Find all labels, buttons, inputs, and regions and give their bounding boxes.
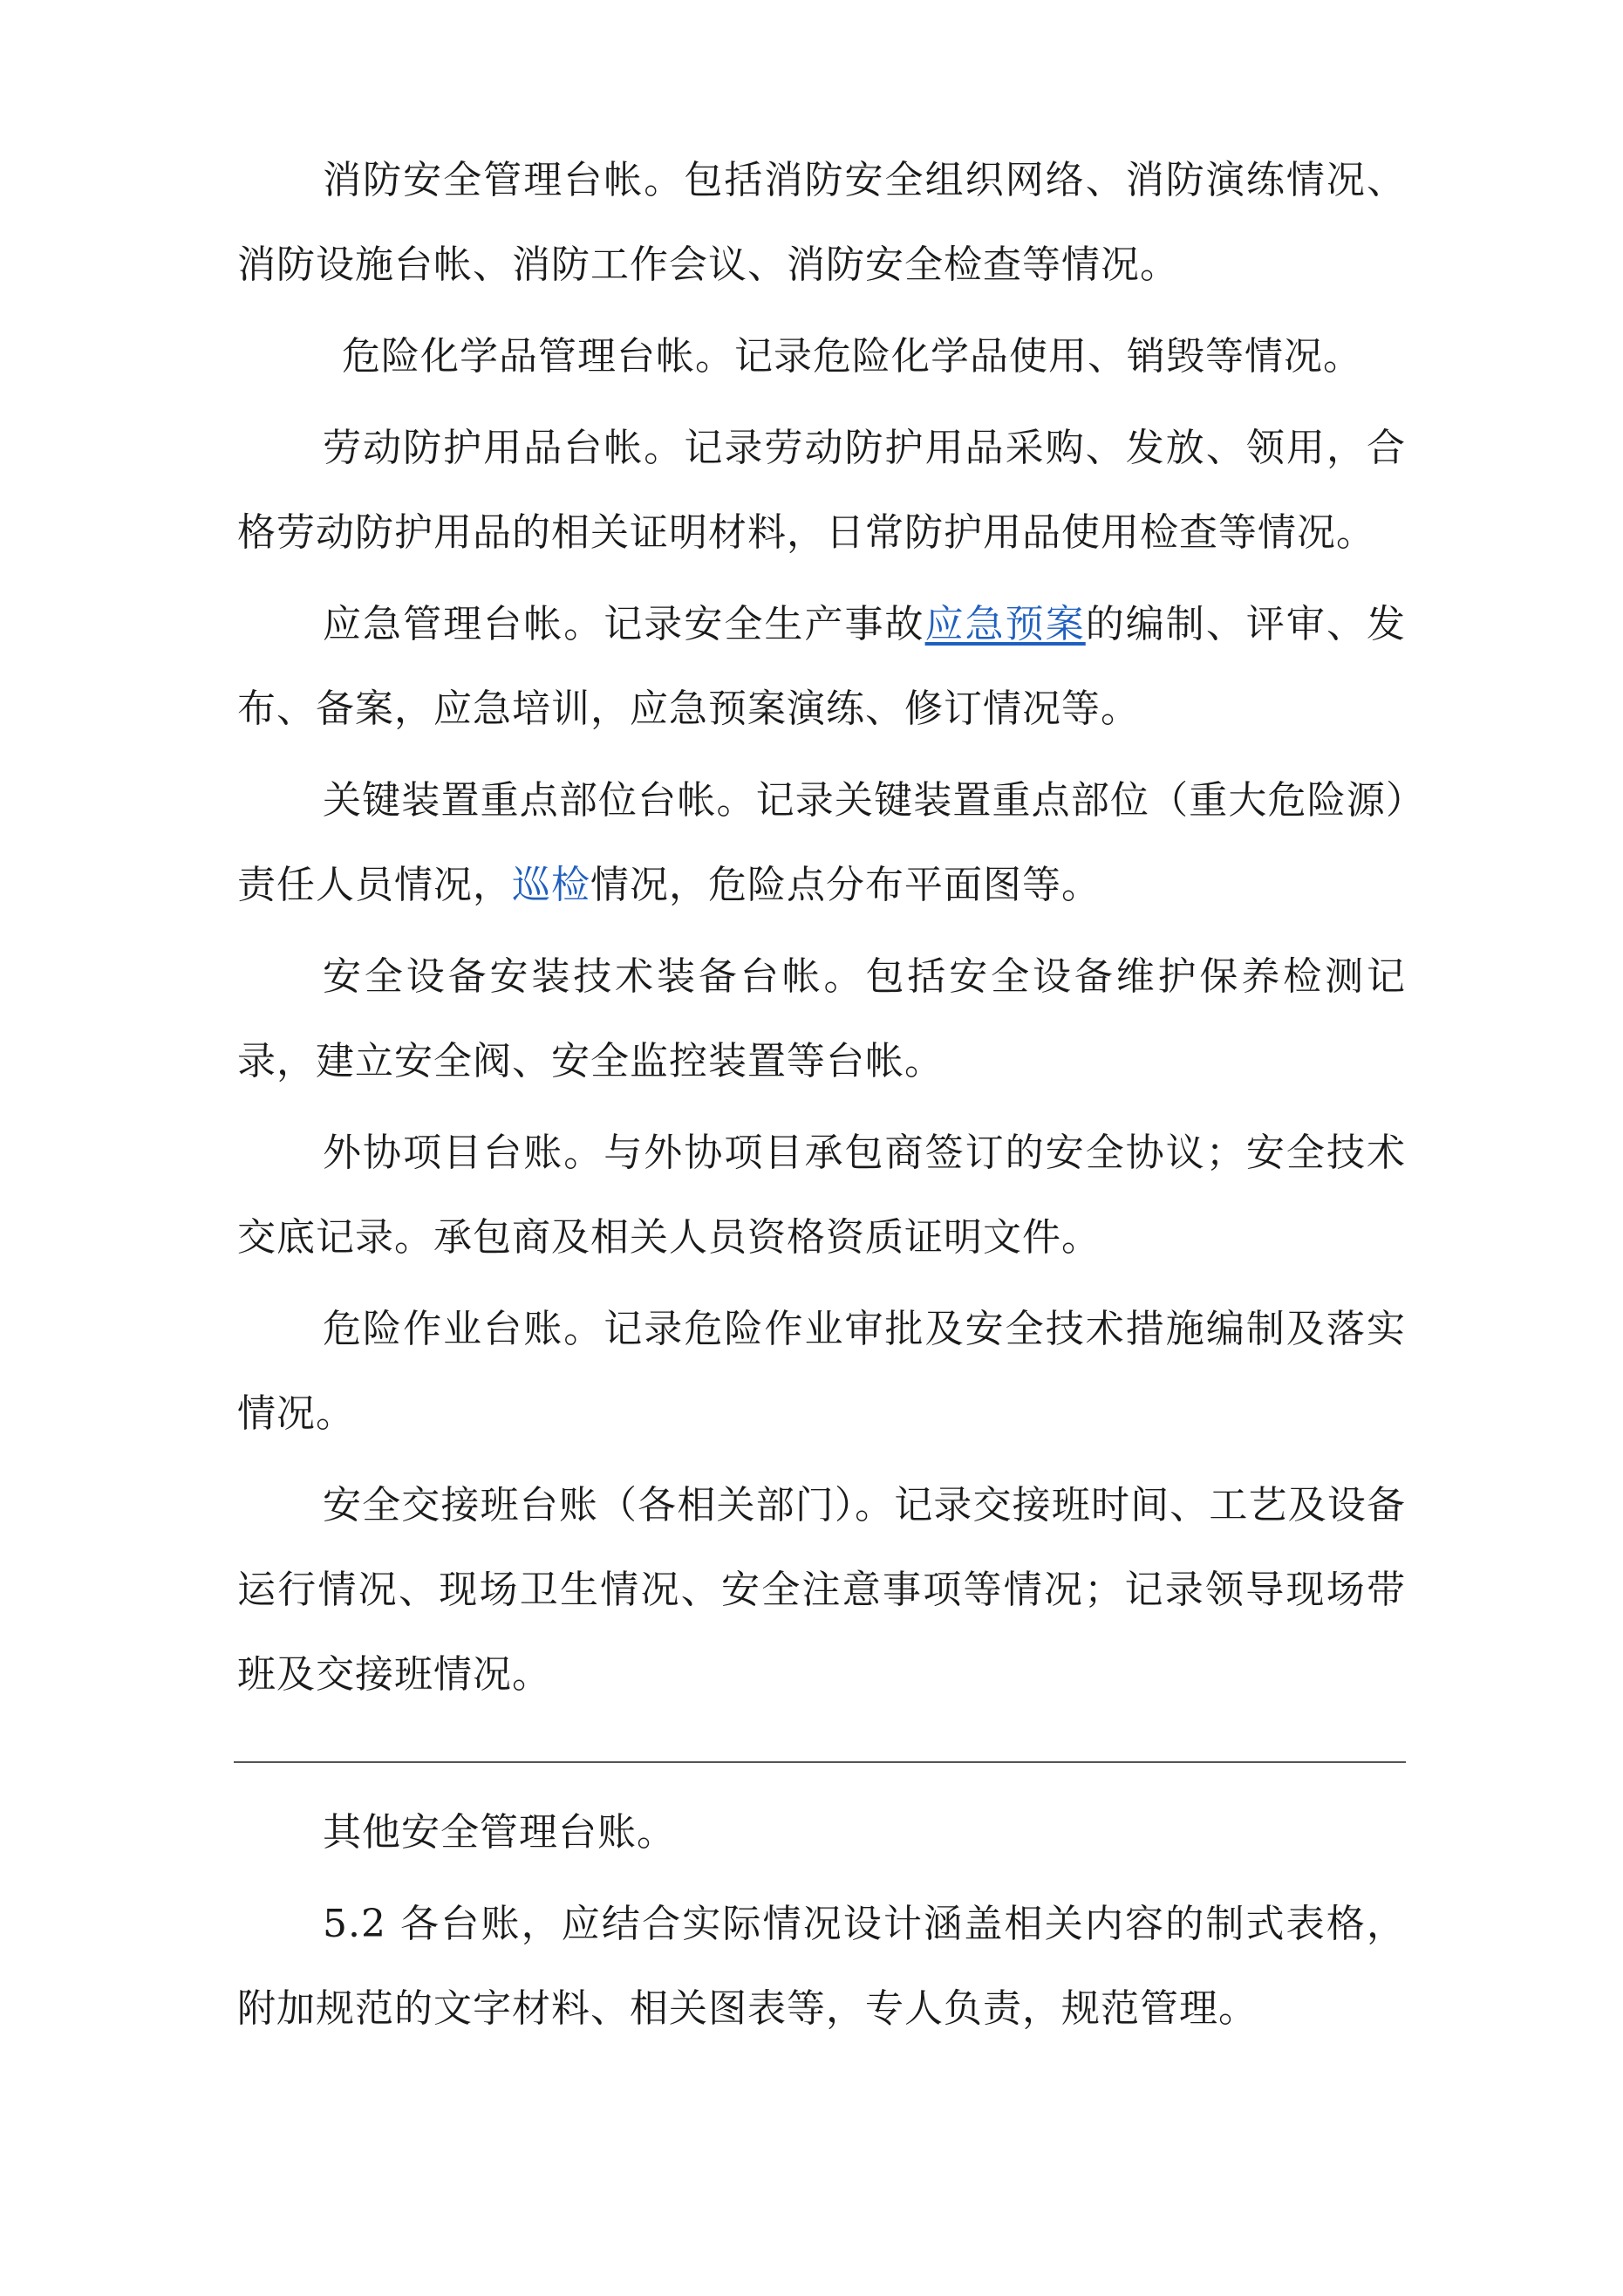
document-body-continued: [237, 1790, 1406, 2058]
inspection-link[interactable]: 巡检: [512, 863, 590, 907]
paragraph-text-segment: 应急管理台帐。记录安全生产事故: [323, 602, 925, 646]
paragraph-other-ledgers: 其他安全管理台账。: [323, 1810, 676, 1855]
paragraph-text-segment: 情况，危险点分布平面图等。: [590, 863, 1101, 907]
document-body: [237, 138, 1406, 1724]
paragraph-hazardous-work: 危险作业台账。记录危险作业审批及安全技术措施编制及落实情况。: [237, 1307, 1406, 1436]
paragraph-shift-handover: 安全交接班台账（各相关部门）。记录交接班时间、工艺及设备运行情况、现场卫生情况、安全注意事项等情况；记录领导现场带班及交接班情况。: [237, 1483, 1406, 1697]
paragraph-emergency-management: [237, 582, 1406, 751]
paragraph-text-segment: 的编制、评审、发布、备案，应急培训，应急预案演练、修订情况等。: [237, 602, 1407, 731]
paragraph-outsourced-projects: 外协项目台账。与外协项目承包商签订的安全协议；安全技术交底记录。承包商及相关人员资格资质证明文件。: [237, 1131, 1406, 1260]
paragraph-protective-equipment: 劳动防护用品台帐。记录劳动防护用品采购、发放、领用，合格劳动防护用品的相关证明材料，日常防护用品使用检查等情况。: [237, 426, 1406, 555]
paragraph-safety-equipment: 安全设备安装技术装备台帐。包括安全设备维护保养检测记录，建立安全阀、安全监控装置等台帐。: [237, 954, 1406, 1083]
paragraph-hazardous-chemicals: 危险化学品管理台帐。记录危险化学品使用、销毁等情况。: [342, 334, 1362, 379]
paragraph-section-5-2: 5.2 各台账，应结合实际情况设计涵盖相关内容的制式表格，附加规范的文字材料、相关图表等，专人负责，规范管理。: [237, 1902, 1406, 2031]
paragraph-text-segment: 关键装置重点部位台帐。记录关键装置重点部位（重大危险源）责任人员情况，: [237, 778, 1406, 907]
paragraph-fire-safety: 消防安全管理台帐。包括消防安全组织网络、消防演练情况、消防设施台帐、消防工作会议、消防安全检查等情况。: [237, 158, 1406, 287]
emergency-plan-link[interactable]: 应急预案: [924, 602, 1086, 646]
paragraph-key-facilities: [237, 758, 1406, 927]
page-divider: [234, 1761, 1406, 1763]
